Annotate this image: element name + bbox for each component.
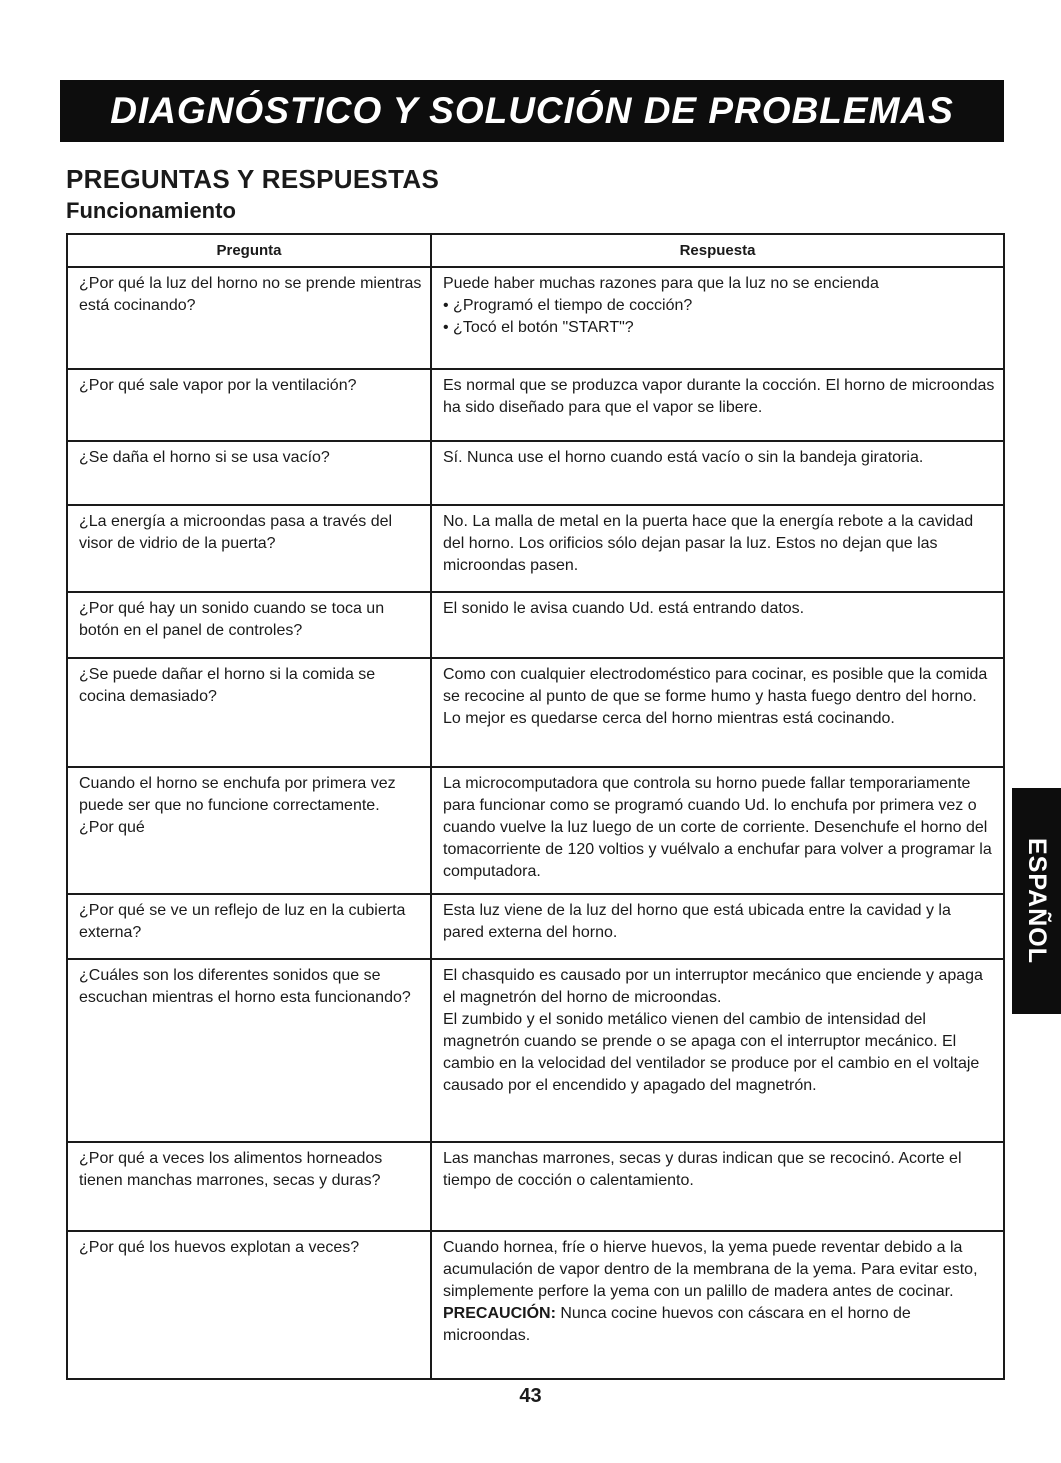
question-cell: ¿Por qué hay un sonido cuando se toca un botón en el panel de controles? [67,592,431,658]
question-cell: Cuando el horno se enchufa por primera vez puede ser que no funcione correctamente. ¿Por qué [67,767,431,894]
section-heading: PREGUNTAS Y RESPUESTAS [66,164,440,194]
answer-column-header: Respuesta [431,234,1004,267]
table-row [67,767,1004,894]
language-label: ESPAÑOL [1023,838,1051,964]
answer-cell: La microcomputadora que controla su horno puede fallar temporariamente para funcionar como se programó cuando Ud. lo enchufa por primera vez o cuando vuelve la luz luego de un corte de corriente. Desenchufe el horno del tomacorriente de 120 voltios y vuélvalo a enchufar para volver a programar la computadora. [431,767,1004,894]
answer-cell: No. La malla de metal en la puerta hace que la energía rebote a la cavidad del horno. Los orificios sólo dejan pasar la luz. Estos no dejan que las microondas pasen. [431,505,1004,592]
table-row [67,1231,1004,1379]
table-row [67,369,1004,441]
question-cell: ¿Se daña el horno si se usa vacío? [67,441,431,505]
question-cell: ¿Por qué se ve un reflejo de luz en la cubierta externa? [67,894,431,959]
question-cell: ¿La energía a microondas pasa a través del visor de vidrio de la puerta? [67,505,431,592]
question-column-header: Pregunta [67,234,431,267]
sub-heading: Funcionamiento [66,198,236,223]
question-cell: ¿Por qué los huevos explotan a veces? [67,1231,431,1379]
answer-cell: Las manchas marrones, secas y duras indican que se recocinó. Acorte el tiempo de cocción o calentamiento. [431,1142,1004,1231]
list-item: • ¿Tocó el botón "START"? [443,319,634,336]
question-cell: ¿Por qué a veces los alimentos horneados tienen manchas marrones, secas y duras? [67,1142,431,1231]
list-item: • ¿Programó el tiempo de cocción? [443,297,693,314]
answer-cell: El sonido le avisa cuando Ud. está entrando datos. [431,592,1004,658]
table-row [67,505,1004,592]
caution-note [443,1303,995,1347]
question-cell: ¿Por qué sale vapor por la ventilación? [67,369,431,441]
table-row [67,267,1004,369]
table-row [67,1142,1004,1231]
table-row [67,894,1004,959]
question-cell: ¿Se puede dañar el horno si la comida se cocina demasiado? [67,658,431,767]
question-cell: ¿Cuáles son los diferentes sonidos que se escuchan mientras el horno esta funcionando? [67,959,431,1142]
page-number: 43 [519,1385,542,1407]
table-header-row [67,234,1004,267]
caution-text: Nunca cocine huevos con cáscara en el horno de microondas. [443,1305,911,1344]
answer-cell: El chasquido es causado por un interruptor mecánico que enciende y apaga el magnetrón del horno de microondas. El zumbido y el sonido metálico vienen del cambio de intensidad del magnetrón cuando se prende o se apaga con el interruptor mecánico. El cambio en la velocidad del ventilador se produce por el cambio en el voltaje causado por el encendido y apagado del magnetrón. [431,959,1004,1142]
answer-cell: Como con cualquier electrodoméstico para cocinar, es posible que la comida se recocine al punto de que se forme humo y hasta fuego dentro del horno. Lo mejor es quedarse cerca del horno mientras está cocinando. [431,658,1004,767]
qa-table [66,233,1005,1380]
question-cell: ¿Por qué la luz del horno no se prende mientras está cocinando? [67,267,431,369]
answer-cell: Esta luz viene de la luz del horno que está ubicada entre la cavidad y la pared externa del horno. [431,894,1004,959]
caution-label: PRECAUCIÓN: [443,1305,556,1322]
answer-cell: Sí. Nunca use el horno cuando está vacío o sin la bandeja giratoria. [431,441,1004,505]
answer-cell: Puede haber muchas razones para que la luz no se encienda • ¿Programó el tiempo de cocción? • ¿Tocó el botón "START"? [431,267,1004,369]
page-title: DIAGNÓSTICO Y SOLUCIÓN DE PROBLEMAS [110,90,954,131]
table-row [67,592,1004,658]
table-row [67,441,1004,505]
table-row [67,658,1004,767]
language-side-tab [1012,788,1061,1014]
answer-cell: Es normal que se produzca vapor durante la cocción. El horno de microondas ha sido diseñado para que el vapor se libere. [431,369,1004,441]
table-row [67,959,1004,1142]
title-banner [60,80,1004,142]
answer-cell: Cuando hornea, fríe o hierve huevos, la yema puede reventar debido a la acumulación de vapor dentro de la membrana de la yema. Para evitar esto, simplemente perfore la yema con un palillo de madera antes de cocinar. PRECAUCIÓN: Nunca cocine huevos con cáscara en el horno de microondas. [431,1231,1004,1379]
